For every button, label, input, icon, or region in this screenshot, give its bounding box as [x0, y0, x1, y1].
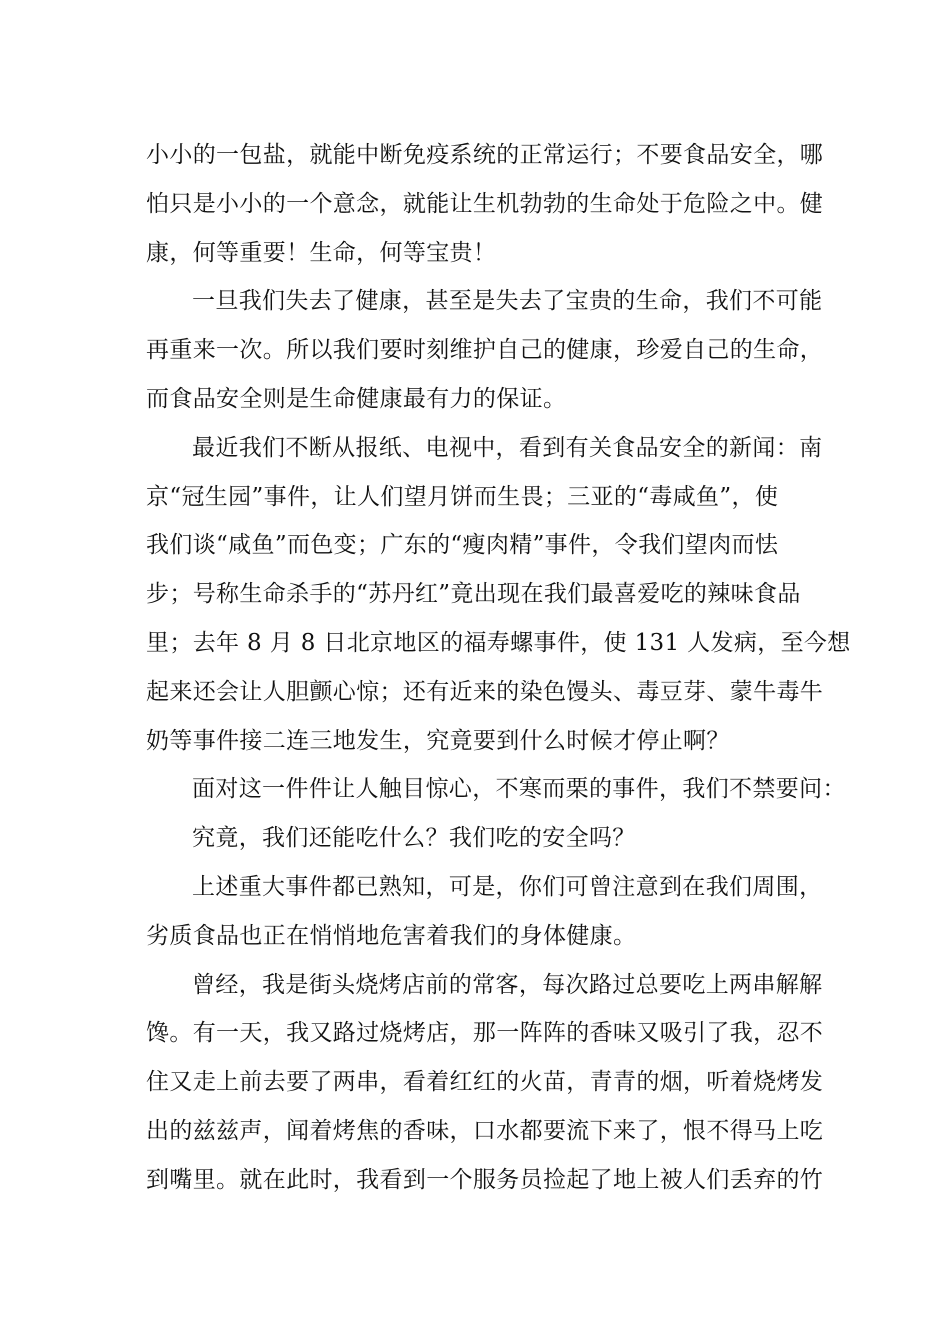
paragraph-4 [146, 765, 846, 814]
text-line: 奶等事件接二连三地发生，究竟要到什么时候才停止啊？ [146, 727, 730, 754]
text-line: 一旦我们失去了健康，甚至是失去了宝贵的生命，我们不可能 [192, 288, 823, 315]
text-line: 怕只是小小的一个意念，就能让生机勃勃的生命处于危险之中。健 [146, 190, 824, 217]
text-line: 再重来一次。所以我们要时刻维护自己的健康，珍爱自己的生命， [146, 337, 824, 364]
text-line: 劣质食品也正在悄悄地危害着我们的身体健康。 [146, 922, 637, 949]
text-line: 起来还会让人胆颤心惊；还有近来的染色馒头、毒豆芽、蒙牛毒牛 [146, 678, 824, 705]
text-line: 京“冠生园”事件，让人们望月饼而生畏；三亚的“毒咸鱼”，使 [146, 483, 779, 510]
paragraph-5 [146, 814, 810, 863]
text-line: 究竟，我们还能吃什么？我们吃的安全吗？ [192, 825, 636, 852]
text-line: 上述重大事件都已熟知，可是，你们可曾注意到在我们周围， [192, 873, 823, 900]
text-line: 里；去年 8 月 8 日北京地区的福寿螺事件，使 131 人发病，至今想 [146, 629, 851, 656]
text-line: 步；号称生命杀手的“苏丹红”竟出现在我们最喜爱吃的辣味食品 [146, 581, 801, 608]
paragraph-1 [146, 131, 824, 277]
text-line: 面对这一件件让人触目惊心，不寒而栗的事件，我们不禁要问： [192, 776, 846, 803]
text-line: 住又走上前去要了两串，看着红红的火苗，青青的烟，听着烧烤发 [146, 1069, 824, 1096]
document-body [146, 131, 851, 1205]
text-line: 最近我们不断从报纸、电视中，看到有关食品安全的新闻：南 [192, 434, 823, 461]
text-line: 我们谈“咸鱼”而色变；广东的“瘦肉精”事件，令我们望肉而怯 [146, 532, 779, 559]
paragraph-6 [146, 863, 823, 961]
paragraph-2 [146, 277, 824, 423]
text-line: 到嘴里。就在此时，我看到一个服务员捡起了地上被人们丢弃的竹 [146, 1166, 824, 1193]
text-line: 康，何等重要！生命，何等宝贵！ [146, 239, 497, 266]
text-line: 而食品安全则是生命健康最有力的保证。 [146, 385, 567, 412]
text-line: 馋。有一天，我又路过烧烤店，那一阵阵的香味又吸引了我，忍不 [146, 1020, 824, 1047]
text-line: 曾经，我是街头烧烤店前的常客，每次路过总要吃上两串解解 [192, 971, 823, 998]
text-line: 小小的一包盐，就能中断免疫系统的正常运行；不要食品安全，哪 [146, 142, 824, 168]
paragraph-3 [146, 424, 851, 766]
text-line: 出的兹兹声，闻着烤焦的香味，口水都要流下来了，恨不得马上吃 [146, 1117, 824, 1144]
paragraph-7 [146, 961, 824, 1205]
